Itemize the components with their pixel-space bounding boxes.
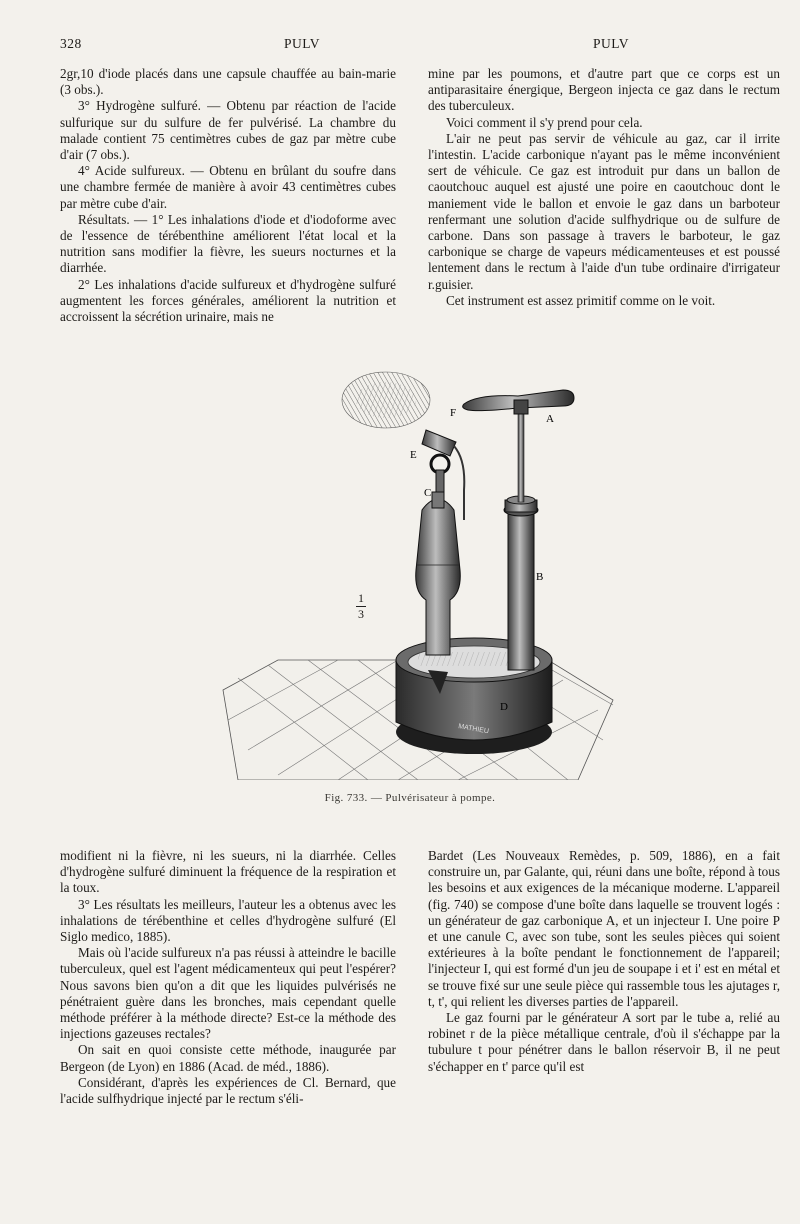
paragraph: Cet instrument est assez primitif comme on le voit. — [446, 292, 716, 308]
paragraph: 2gr,10 d'iode placés dans une capsule chauffée au bain-marie (3 obs.). — [60, 66, 396, 98]
text-column-bottom-left — [60, 848, 396, 1107]
paragraph: modifient ni la fièvre, ni les sueurs, ni la diarrhée. Celles d'hydrogène sulfuré diminuent la fréquence de la respiration et la toux. — [60, 848, 396, 896]
running-header — [60, 36, 760, 54]
spray-plume — [342, 372, 430, 428]
scale-fraction — [356, 592, 366, 621]
pump-handle-a — [463, 390, 574, 414]
label-a: A — [546, 413, 554, 425]
text-column-top-left — [60, 66, 396, 325]
scale-denominator: 3 — [358, 607, 364, 621]
paragraph: Considérant, d'après les expériences de Cl. Bernard, que l'acide sulfhydrique injecté par le rectum s'éli- — [60, 1074, 396, 1107]
label-c: C — [424, 487, 432, 499]
paragraph: Bardet (Les Nouveaux Remèdes, p. 509, 1886), en a fait construire un, par Galante, qui, réuni dans une boîte, répond à tous les besoins et aux exigences de la mécanique moderne. L'appareil (fig. 740) se compose d'une boîte dans laquelle se trouvent logés : un générateur de gaz carbonique A, et un injecteur I. Une poire P et une canule C, avec son tube, sont les seules pièces qui soient extérieures à la boîte pendant le fonctionnement de l'appareil; l'injecteur I, qui est formé d'un jeu de soupape i et i' est en métal et se trouve fixé sur une seule pièce qui rassemble tous les ajutages r, t, t', qui relient les diverses parties de l'appareil. — [428, 848, 780, 1009]
paragraph: mine par les poumons, et d'autre part que ce corps est un antiparasitaire énergique, Bergeon injecta ce gaz dans le rectum des tuberculeux. — [428, 66, 780, 114]
maker-mark: MATHIEU — [457, 723, 490, 736]
paragraph: L'air ne peut pas servir de véhicule au gaz, car il irrite l'intestin. L'acide carbonique n'ayant pas le même inconvénient sert de véhicule. Ce gaz est introduit pur dans un ballon de caoutchouc auquel est ajusté une poire en caoutchouc dont le maniement vide le ballon et envoie le gaz dans un barboteur renfermant une solution d'acide sulfhydrique ou de sulfure de carbone. Dans son passage à travers le barboteur, le gaz carbonique se charge de vapeurs médicamenteuses et est poussé lentement dans le rectum à l'aide d'un tube ordinaire d'irrigateur r.guisier. — [428, 130, 780, 292]
running-head-left: PULV — [284, 36, 321, 51]
paragraph: 2° Les inhalations d'acide sulfureux et d'hydrogène sulfuré augmentent les forces générales, améliorent la nutrition et accroissent la sécrétion urinaire, mais ne — [60, 276, 396, 325]
label-d: D — [500, 701, 508, 713]
reservoir-c — [416, 492, 461, 655]
label-b: B — [536, 571, 544, 583]
paragraph: Le gaz fourni par le générateur A sort par le tube a, relié au robinet r de la pièce métallique centrale, d'où il s'échappe par la tubulure t pour pénétrer dans le ballon réservoir B, il ne peut s'échapper en t' parce qu'il est — [428, 1010, 780, 1074]
text-column-bottom-right — [428, 848, 780, 1075]
label-e: E — [410, 449, 417, 461]
running-head-right: PULV — [593, 36, 630, 51]
paragraph: Mais où l'acide sulfureux n'a pas réussi à atteindre le bacille tuberculeux, quel est l'agent médicamenteux qui peut l'espérer? Nous savons bien qu'on a dit que les liquides pulvérisés ne pénétraient guère dans les bronches, mais cependant quelle méthode préférer à la méthode directe? Est-ce la méthode des injections gazeuses rectales? — [60, 945, 396, 1042]
paragraph: 4° Acide sulfureux. — Obtenu en brûlant du soufre dans une chambre fermée de manière à avoir 43 centimètres cubes par mètre cube d'air. — [60, 163, 396, 211]
text-column-top-right — [428, 66, 780, 309]
paragraph: Résultats. — 1° Les inhalations d'iode et d'iodoforme avec de l'essence de térébenthine améliorent l'état local et la nutrition sans modifier la fièvre, les sueurs nocturnes et la diarrhée. — [60, 211, 396, 276]
paragraph: 3° Les résultats les meilleurs, l'auteur les a obtenus avec les inhalations de térébenthine et celles d'hydrogène sulfuré (El Siglo medico, 1885). — [60, 896, 396, 945]
page-number: 328 — [60, 36, 82, 51]
pump-cylinder-b — [504, 410, 538, 670]
figure-caption: Fig. 733. — Pulvérisateur à pompe. — [324, 792, 496, 804]
paragraph: Voici comment il s'y prend pour cela. — [446, 114, 643, 130]
figure-pump-atomizer — [218, 360, 618, 780]
paragraph: On sait en quoi consiste cette méthode, inaugurée par Bergeon (de Lyon) en 1886 (Acad. de méd., 1886). — [60, 1042, 396, 1074]
label-f: F — [450, 407, 457, 419]
scale-numerator: 1 — [358, 591, 364, 605]
paragraph: 3° Hydrogène sulfuré. — Obtenu par réaction de l'acide sulfurique sur du sulfure de fer pulvérisé. La chambre du malade contient 75 centimètres cubes de gaz par mètre cube d'air (7 obs.). — [60, 98, 396, 163]
